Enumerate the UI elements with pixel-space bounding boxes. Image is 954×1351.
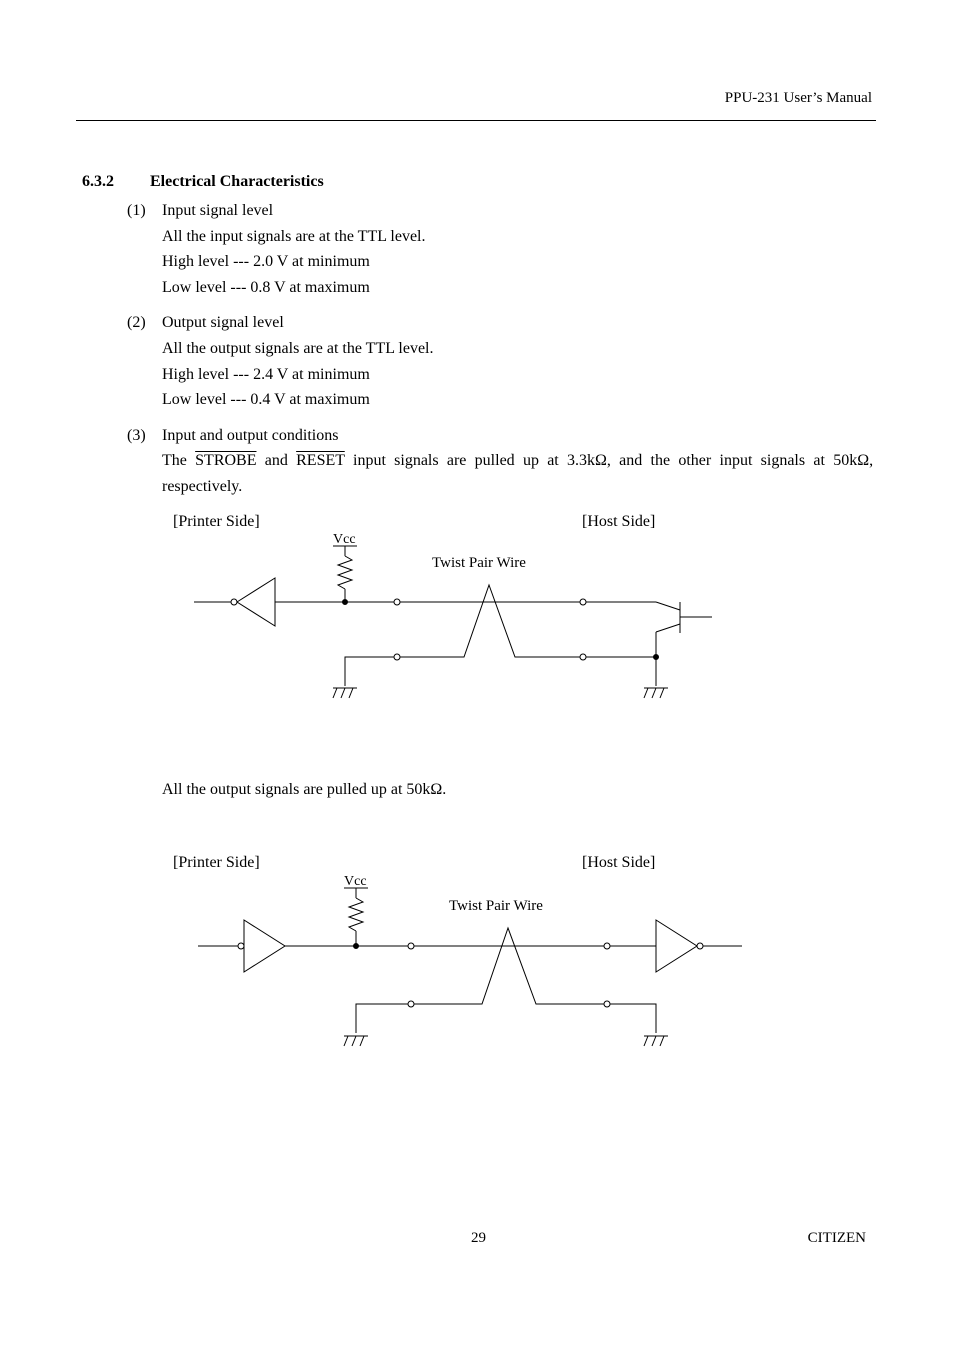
para-word: input — [353, 452, 386, 469]
reset-signal: RESET — [296, 452, 345, 469]
para-word: are — [446, 452, 467, 469]
pullup-paragraph-line2: respectively. — [162, 478, 243, 495]
item-heading: Output signal level — [162, 314, 284, 331]
vcc-label: Vcc — [344, 874, 367, 889]
twist-pair-wire-label: Twist Pair Wire — [449, 898, 543, 914]
output-pullup-note: All the output signals are pulled up at 50kΩ. — [162, 781, 447, 798]
para-word: up — [522, 452, 539, 469]
item-line: High level --- 2.0 V at minimum — [162, 253, 370, 270]
para-word: signals — [394, 452, 439, 469]
printer-side-label: [Printer Side] — [173, 854, 260, 871]
para-word: other — [678, 452, 712, 469]
strobe-signal: STROBE — [195, 452, 257, 469]
para-word: input — [719, 452, 753, 469]
item-number: (1) — [127, 202, 146, 219]
ground-icon — [344, 1036, 368, 1046]
terminal-icon — [408, 943, 414, 949]
printer-side-label: [Printer Side] — [173, 513, 260, 530]
para-word: 50kΩ, — [833, 452, 874, 469]
para-word: at — [547, 452, 559, 469]
terminal-icon — [604, 1001, 610, 1007]
item-heading: Input signal level — [162, 202, 274, 219]
junction-dot — [354, 944, 359, 949]
output-buffer-icon — [198, 920, 285, 972]
para-word: and — [264, 452, 288, 469]
host-side-label: [Host Side] — [582, 854, 656, 871]
host-side-label: [Host Side] — [582, 513, 656, 530]
page-number: 29 — [471, 1230, 486, 1246]
item-line: High level --- 2.4 V at minimum — [162, 366, 370, 383]
section-number: 6.3.2 — [82, 173, 114, 190]
item-number: (3) — [127, 427, 146, 444]
para-word: the — [650, 452, 671, 469]
item-line: Low level --- 0.4 V at maximum — [162, 391, 370, 408]
terminal-icon — [604, 943, 610, 949]
para-word: signals — [760, 452, 806, 469]
para-word: 3.3kΩ, — [567, 452, 611, 469]
manual-title: PPU-231 User’s Manual — [724, 90, 872, 106]
item-line: All the output signals are at the TTL level. — [162, 340, 434, 357]
para-word: at — [813, 452, 825, 469]
para-word: and — [619, 452, 643, 469]
brand-name: CITIZEN — [807, 1230, 866, 1246]
twist-pair-wire-icon — [414, 928, 604, 1004]
ground-line — [610, 1004, 656, 1033]
section-title: Electrical Characteristics — [150, 173, 324, 190]
para-word: The — [162, 452, 187, 469]
item-number: (2) — [127, 314, 146, 331]
twist-pair-wire-label: Twist Pair Wire — [432, 555, 526, 571]
host-receiver-icon — [610, 920, 742, 972]
ground-icon — [644, 1036, 668, 1046]
pullup-resistor-icon — [344, 888, 368, 946]
para-word: pulled — [474, 452, 515, 469]
item-line: Low level --- 0.8 V at maximum — [162, 279, 370, 296]
item-line: All the input signals are at the TTL level. — [162, 228, 426, 245]
vcc-label: Vcc — [333, 532, 356, 547]
item-heading: Input and output conditions — [162, 427, 339, 444]
ground-line — [356, 1004, 408, 1033]
terminal-icon — [408, 1001, 414, 1007]
